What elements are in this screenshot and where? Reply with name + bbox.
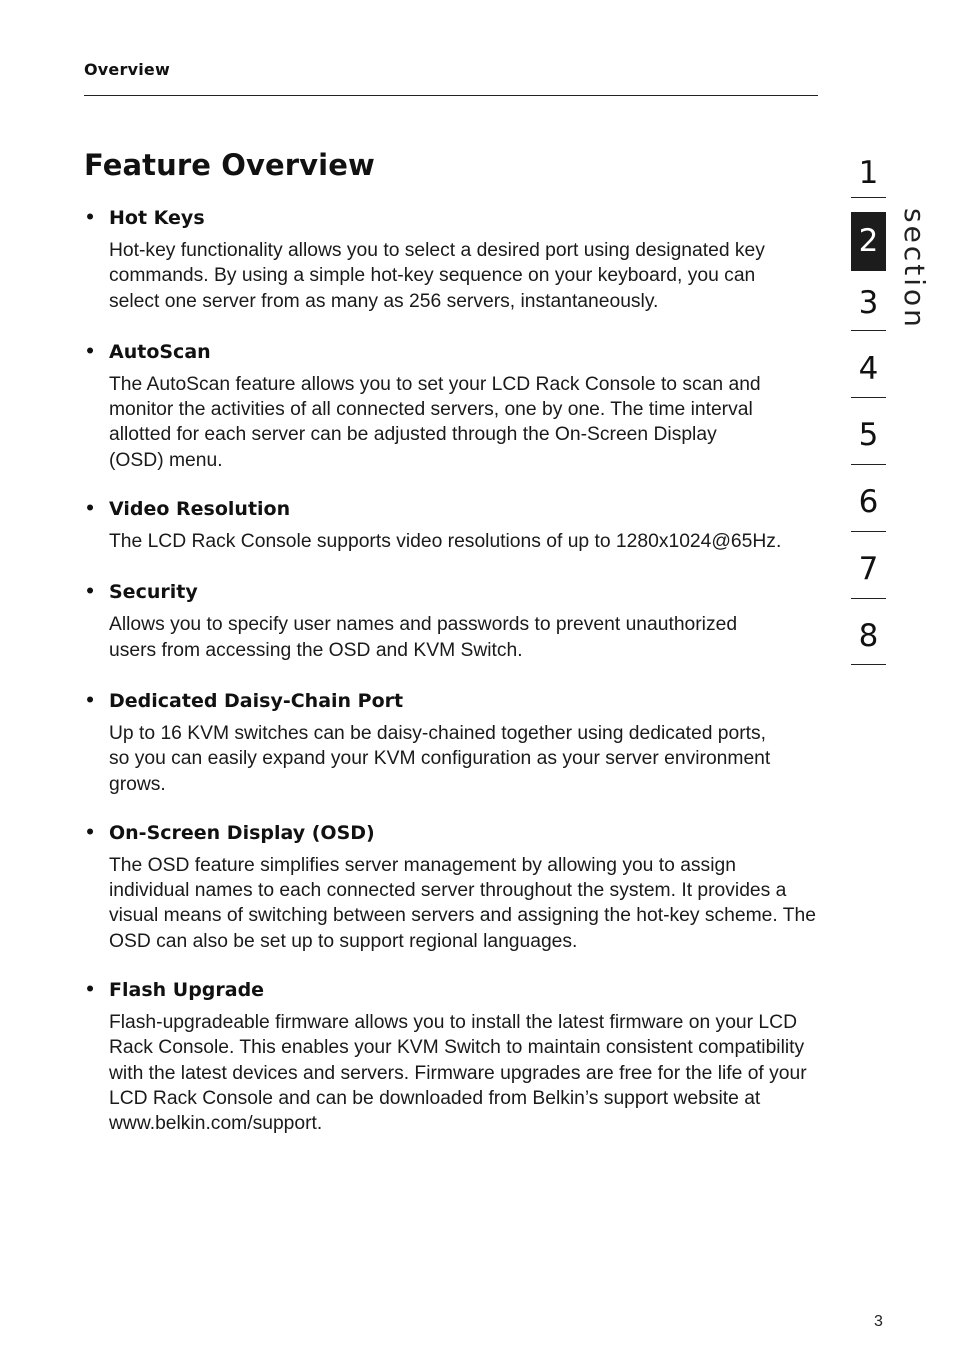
- feature-heading: [84, 687, 818, 715]
- page-title: Feature Overview: [84, 148, 375, 182]
- bullet-icon: •: [84, 690, 96, 711]
- feature-heading-text: Flash Upgrade: [109, 979, 265, 1002]
- feature-item: [84, 338, 818, 473]
- section-nav-item-5[interactable]: 5: [858, 417, 879, 453]
- bullet-icon: •: [84, 341, 96, 362]
- feature-description: Allows you to specify user names and passwords to prevent unauthorized users from accessing the OSD and KVM Switch.: [109, 614, 738, 661]
- feature-heading: [84, 976, 818, 1004]
- feature-description: Flash-upgradeable firmware allows you to install the latest firmware on your LCD Rack Console. This enables your KVM Switch to maintain consistent compatibility with the latest devices and servers. Firmware upgrades are free for the life of your LCD Rack Console and can be downloaded from Belkin’s support website at www.belkin.com/support.: [109, 1012, 807, 1135]
- feature-heading: [84, 819, 818, 847]
- nav-divider: [851, 531, 886, 532]
- feature-description: The LCD Rack Console supports video resolutions of up to 1280x1024@65Hz.: [109, 531, 782, 553]
- section-nav-item-4[interactable]: 4: [858, 351, 879, 387]
- section-nav-item-3[interactable]: 3: [858, 285, 879, 321]
- feature-heading-text: On-Screen Display (OSD): [109, 821, 375, 844]
- feature-heading: [84, 204, 818, 232]
- feature-heading-text: Video Resolution: [109, 498, 291, 521]
- nav-divider: [851, 464, 886, 465]
- bullet-icon: •: [84, 980, 96, 1001]
- nav-divider: [851, 330, 886, 331]
- feature-description: The OSD feature simplifies server management by allowing you to assign individual names to each connected server throughout the system. It provides a visual means of switching between servers and assigning the hot-key scheme. The OSD can also be set up to support regional languages.: [109, 854, 816, 952]
- running-head: Overview: [84, 60, 170, 79]
- feature-list: [84, 204, 818, 1137]
- feature-heading: [84, 495, 818, 523]
- feature-description: The AutoScan feature allows you to set your LCD Rack Console to scan and monitor the activities of all connected servers, one by one. The time interval allotted for each server can be adjusted through the On-Screen Display (OSD) menu.: [109, 373, 761, 471]
- feature-description: Hot-key functionality allows you to select a desired port using designated key commands. By using a simple hot-key sequence on your keyboard, you can select one server from as many as 256 servers, instantaneously.: [109, 240, 765, 312]
- feature-item: [84, 819, 818, 954]
- section-nav-item-7[interactable]: 7: [858, 551, 879, 587]
- feature-item: [84, 578, 818, 663]
- feature-item: [84, 204, 818, 314]
- feature-heading-text: Security: [109, 581, 198, 604]
- feature-item: [84, 687, 818, 797]
- feature-description: Up to 16 KVM switches can be daisy-chained together using dedicated ports, so you can easily expand your KVM configuration as your server environment grows.: [109, 722, 771, 795]
- bullet-icon: •: [84, 822, 96, 843]
- feature-heading: [84, 338, 818, 366]
- header-rule: [84, 95, 818, 96]
- section-nav-item-2[interactable]: 2: [851, 212, 886, 271]
- feature-heading-text: Dedicated Daisy-Chain Port: [109, 689, 404, 712]
- section-nav-item-6[interactable]: 6: [858, 484, 879, 520]
- bullet-icon: •: [84, 499, 96, 520]
- bullet-icon: •: [84, 208, 96, 228]
- feature-heading-text: AutoScan: [109, 340, 211, 363]
- feature-heading-text: Hot Keys: [109, 207, 205, 229]
- feature-item: [84, 976, 818, 1136]
- section-label: section: [898, 208, 931, 330]
- feature-item: [84, 495, 818, 554]
- nav-divider: [851, 664, 886, 665]
- page-number: 3: [874, 1313, 883, 1330]
- nav-divider: [851, 397, 886, 398]
- nav-divider: [851, 598, 886, 599]
- feature-heading: [84, 578, 818, 606]
- bullet-icon: •: [84, 582, 96, 603]
- section-nav-item-8[interactable]: 8: [858, 618, 879, 654]
- nav-divider: [851, 197, 886, 198]
- section-nav-item-1[interactable]: 1: [858, 155, 879, 191]
